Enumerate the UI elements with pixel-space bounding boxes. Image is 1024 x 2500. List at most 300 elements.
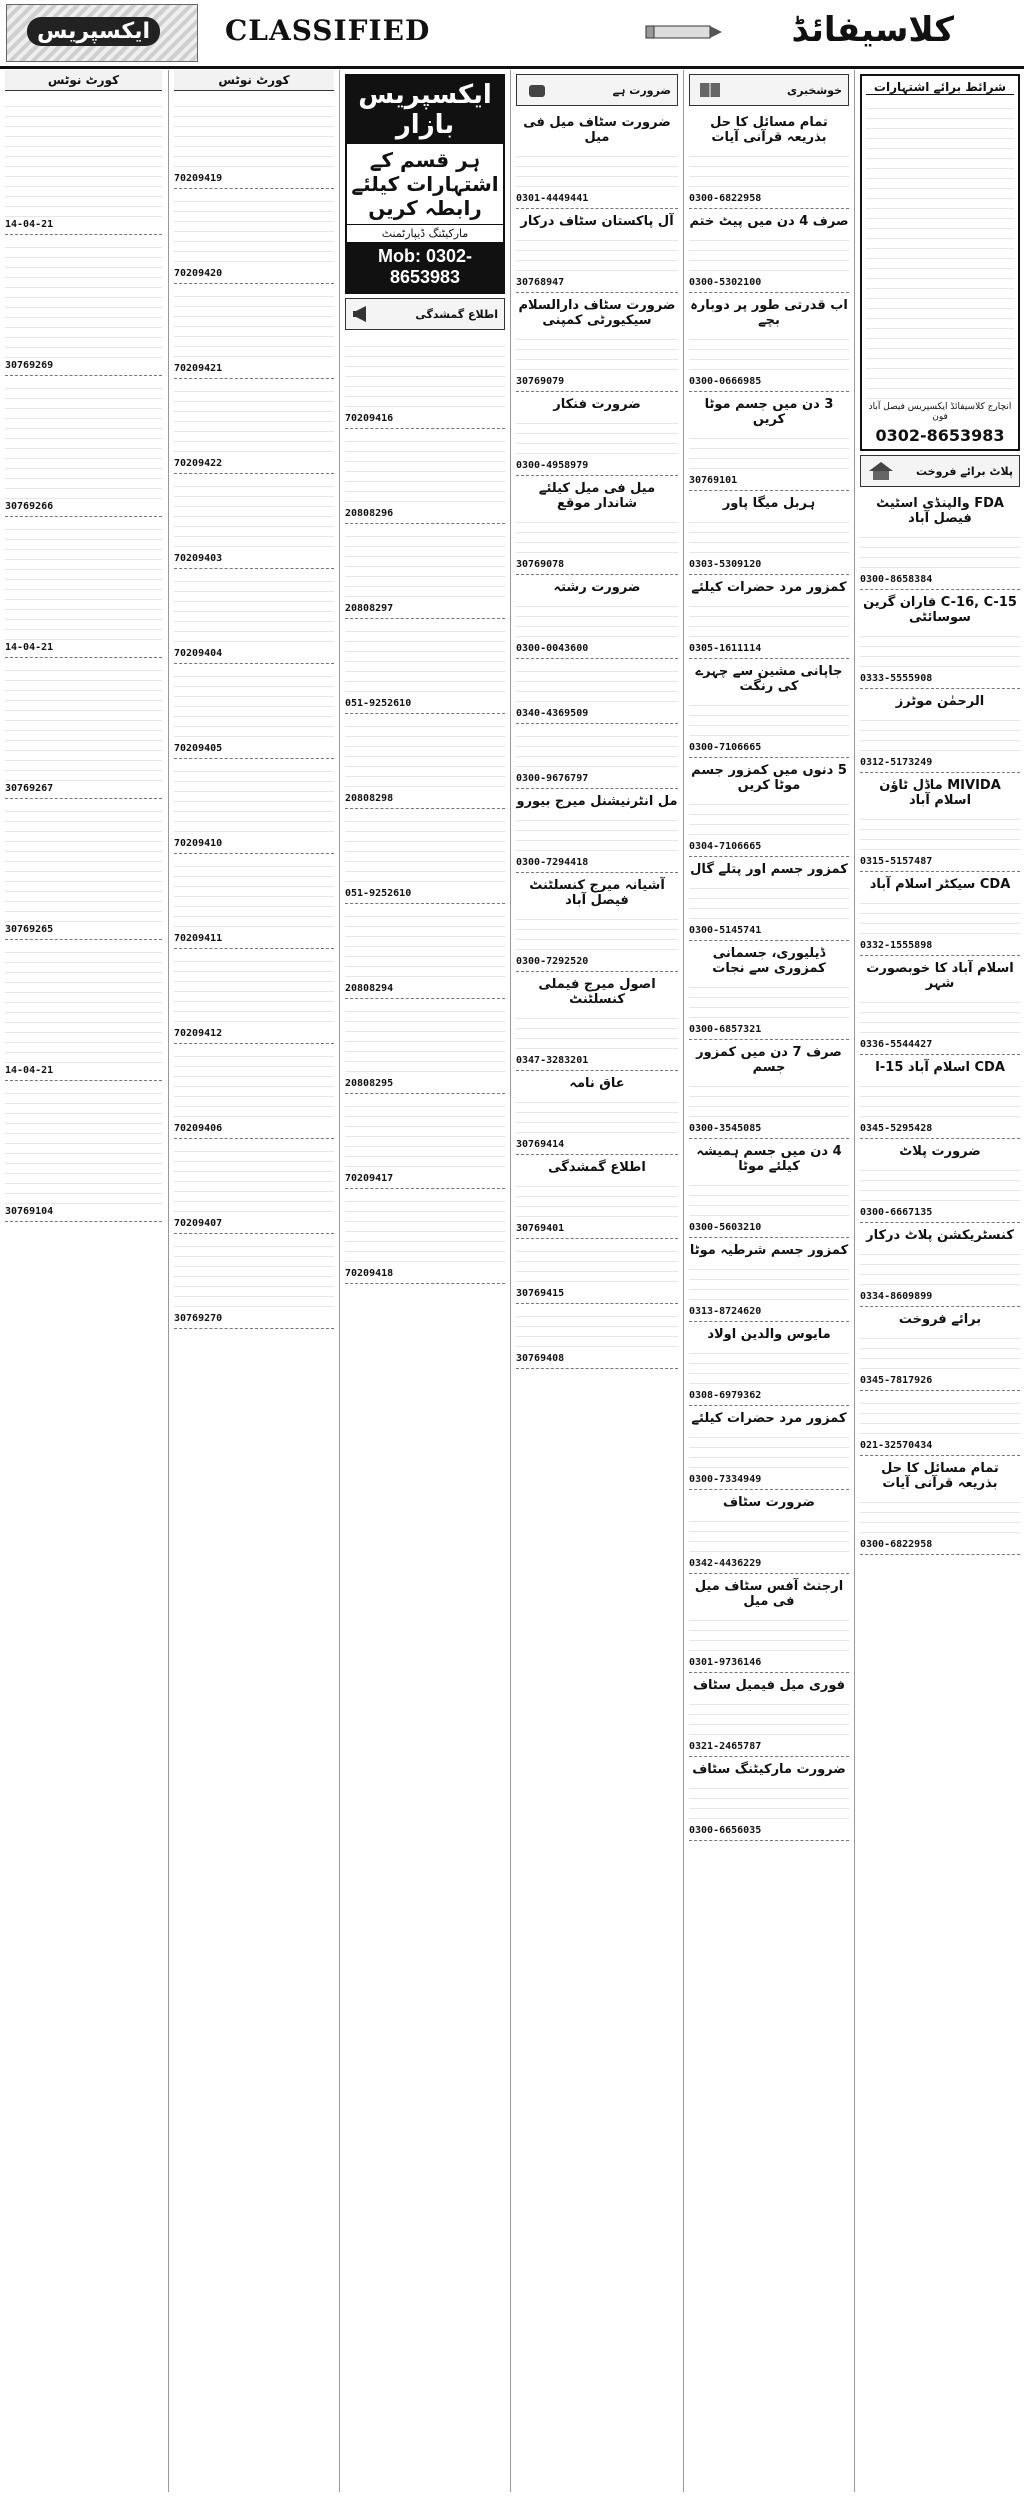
book-icon	[696, 79, 724, 101]
ad-phone: 0300-6667135	[860, 1207, 933, 1218]
ad-phone: 70209407	[174, 1218, 223, 1229]
classified-ad	[689, 575, 849, 659]
ad-title: کمزور جسم شرطیہ موٹا	[689, 1243, 849, 1258]
promo-title: ایکسپریس بازار	[347, 76, 503, 144]
ad-body-text	[5, 1084, 162, 1204]
ad-body-text	[689, 696, 849, 740]
ad-body-text	[345, 907, 505, 981]
ad-body-text	[860, 711, 1020, 755]
ad-title: ہربل میگا پاور	[722, 496, 816, 511]
classified-ad	[860, 773, 1020, 872]
ad-body-text	[689, 1512, 849, 1556]
classified-ad	[860, 689, 1020, 773]
ad-body-text	[689, 1428, 849, 1472]
classified-ad	[516, 1071, 678, 1155]
ad-phone: 30769270	[174, 1313, 223, 1324]
ad-title: ضرورت سٹاف	[723, 1495, 815, 1510]
ad-body-text	[345, 432, 505, 506]
ad-title: برائے فروخت	[898, 1312, 982, 1327]
classified-ad	[689, 1757, 849, 1841]
ad-phone: 30769101	[689, 475, 738, 486]
section-title-required: ضرورت ہے	[612, 83, 671, 97]
classified-ad	[174, 1139, 334, 1234]
classified-ad	[689, 1490, 849, 1574]
classified-ad	[860, 1055, 1020, 1139]
ad-body-text	[860, 1077, 1020, 1121]
ad-phone: 0303-5309120	[689, 559, 762, 570]
ad-phone: 0345-5295428	[860, 1123, 933, 1134]
classified-ad	[5, 799, 162, 940]
ad-phone: 0301-4449441	[516, 193, 589, 204]
ad-body-text	[516, 330, 678, 374]
ad-title: جاپانی مشین سے چہرے کی رنگت	[695, 664, 843, 694]
classified-ad	[516, 293, 678, 392]
ad-body-text	[516, 1242, 678, 1286]
classified-ad	[689, 209, 849, 293]
ad-body-text	[689, 597, 849, 641]
ad-phone: 30769267	[5, 783, 54, 794]
ad-body-text	[174, 952, 334, 1026]
ad-title: عاق نامہ	[569, 1076, 625, 1091]
ad-phone: 0304-7106665	[689, 841, 762, 852]
ad-phone: 14-04-21	[5, 219, 54, 230]
ad-title: CDA اسلام آباد I-15	[875, 1060, 1005, 1075]
section-header-court-notice: کورٹ نوٹس	[5, 70, 162, 91]
classified-ad	[174, 1044, 334, 1139]
classified-ad	[174, 474, 334, 569]
classified-ad	[516, 476, 678, 575]
section-header-good-news	[689, 74, 849, 106]
section-header-lost	[345, 298, 505, 330]
ad-title: صرف 7 دن میں کمزور جسم	[696, 1045, 842, 1075]
ad-body-text	[860, 627, 1020, 671]
classified-ad	[5, 1081, 162, 1222]
ad-phone: 0332-1555898	[860, 940, 933, 951]
rates-phone: 0302-8653983	[875, 426, 1005, 445]
ad-phone: 20808294	[345, 983, 394, 994]
ad-phone: 0336-5544427	[860, 1039, 933, 1050]
ad-title: ضرورت فنکار	[553, 397, 641, 412]
ad-phone: 70209420	[174, 268, 223, 279]
ad-body-text	[5, 379, 162, 499]
classified-ad	[345, 524, 505, 619]
ad-phone: 30769079	[516, 376, 565, 387]
ad-title: آشیانہ میرج کنسلٹنٹ فیصل آباد	[529, 878, 665, 908]
classified-ad	[689, 857, 849, 941]
ad-phone: 70209422	[174, 458, 223, 469]
ad-phone: 021-32570434	[860, 1440, 933, 1451]
ad-title: ضرورت سٹاف دارالسلام سیکیورٹی کمپنی	[518, 298, 676, 328]
classified-ad	[689, 110, 849, 209]
ad-phone: 30769415	[516, 1288, 565, 1299]
classified-ad	[516, 873, 678, 972]
ad-body-text	[689, 513, 849, 557]
ad-phone: 30769104	[5, 1206, 54, 1217]
ad-phone: 0342-4436229	[689, 1558, 762, 1569]
classified-ad	[345, 714, 505, 809]
ad-phone: 14-04-21	[5, 642, 54, 653]
ad-title: FDA والپنڈی اسٹیٹ فیصل آباد	[876, 496, 1004, 526]
ad-phone: 0300-6822958	[689, 193, 762, 204]
classified-ad	[345, 429, 505, 524]
ad-title: C-16, C-15 فاران گرین سوسائٹی	[863, 595, 1017, 625]
ad-phone: 70209421	[174, 363, 223, 374]
page-header	[0, 0, 1024, 69]
ad-title: کنسٹریکشن پلاٹ درکار	[866, 1228, 1014, 1243]
classified-ad	[516, 110, 678, 209]
ad-phone: 14-04-21	[5, 1065, 54, 1076]
classified-ad	[689, 491, 849, 575]
classified-ad	[5, 658, 162, 799]
ad-title: اصول میرج فیملی کنسلٹنٹ	[538, 977, 656, 1007]
classified-ad	[5, 94, 162, 235]
section-title-lost: اطلاع گمشدگی	[415, 307, 498, 321]
ad-phone: 0300-7292520	[516, 956, 589, 967]
ad-body-text	[5, 238, 162, 358]
ad-body-text	[860, 1161, 1020, 1205]
classified-ad	[345, 999, 505, 1094]
column-court-notice-2	[168, 70, 339, 2492]
classified-ad	[860, 956, 1020, 1055]
classified-ad	[860, 491, 1020, 590]
ad-phone: 0308-6979362	[689, 1390, 762, 1401]
ad-phone: 0301-9736146	[689, 1657, 762, 1668]
ad-phone: 0300-7106665	[689, 742, 762, 753]
ad-title: آل پاکستان سٹاف درکار	[520, 214, 674, 229]
ad-body-text	[516, 1177, 678, 1221]
ad-body-text	[860, 1493, 1020, 1537]
ad-phone: 30769266	[5, 501, 54, 512]
classified-ad	[860, 1139, 1020, 1223]
ad-body-text	[689, 1260, 849, 1304]
classified-ad	[174, 949, 334, 1044]
column-good-news	[683, 70, 854, 2492]
classified-ad	[345, 619, 505, 714]
classified-ad	[174, 1234, 334, 1329]
ad-body-text	[516, 1307, 678, 1351]
ad-body-text	[860, 1394, 1020, 1438]
ad-title: فوری میل فیمیل سٹاف	[692, 1678, 846, 1693]
ad-body-text	[345, 812, 505, 886]
ad-body-text	[516, 231, 678, 275]
classified-ad	[860, 1223, 1020, 1307]
classified-ad	[345, 904, 505, 999]
ad-body-text	[689, 978, 849, 1022]
classified-ad	[516, 789, 678, 873]
ad-phone: 70209416	[345, 413, 394, 424]
ad-title: ضرورت سٹاف میل فی میل	[523, 115, 671, 145]
ad-body-text	[345, 1002, 505, 1076]
ad-phone: 0300-6857321	[689, 1024, 762, 1035]
classified-ad	[516, 1155, 678, 1239]
classified-ad	[516, 209, 678, 293]
section-header-required	[516, 74, 678, 106]
ad-body-text	[516, 513, 678, 557]
ad-phone: 0300-7334949	[689, 1474, 762, 1485]
classified-ad	[689, 659, 849, 758]
ad-phone: 0300-5603210	[689, 1222, 762, 1233]
ad-body-text	[516, 727, 678, 771]
section-title-good-news: خوشخبری	[787, 83, 842, 97]
ad-body-text	[860, 894, 1020, 938]
ad-title: کمزور جسم اور پتلے گال	[690, 862, 848, 877]
classified-ad	[689, 1139, 849, 1238]
ad-rates-box	[860, 74, 1020, 451]
ad-body-text	[689, 1176, 849, 1220]
promo-tagline: مارکیٹنگ ڈیپارٹمنٹ	[347, 224, 503, 242]
ad-phone: 0313-8724620	[689, 1306, 762, 1317]
ad-phone: 0345-7817926	[860, 1375, 933, 1386]
ad-title: کمزور مرد حضرات کیلئے	[691, 580, 847, 595]
ad-body-text	[5, 520, 162, 640]
ad-body-text	[689, 1077, 849, 1121]
classified-ad	[174, 854, 334, 949]
ad-body-text	[516, 1093, 678, 1137]
ad-body-text	[345, 1192, 505, 1266]
title-urdu: کلاسیفائڈ	[791, 10, 954, 50]
rates-title: شرائط برائے اشتہارات	[866, 80, 1014, 95]
rates-contact-label: انچارج کلاسیفائڈ ایکسپریس فیصل آباد فون	[868, 402, 1012, 422]
ad-phone: 30769401	[516, 1223, 565, 1234]
column-promo-notices	[339, 70, 510, 2492]
ad-body-text	[860, 528, 1020, 572]
ad-title: ارجنٹ آفس سٹاف میل فی میل	[694, 1579, 844, 1609]
ad-title: کمزور مرد حضرات کیلئے	[691, 1411, 847, 1426]
ad-phone: 0300-5145741	[689, 925, 762, 936]
ad-body-text	[516, 811, 678, 855]
classified-ad	[689, 1673, 849, 1757]
ad-body-text	[689, 879, 849, 923]
ad-body-text	[174, 572, 334, 646]
classified-ad	[689, 758, 849, 857]
ad-phone: 30769269	[5, 360, 54, 371]
ad-title: مایوس والدین اولاد	[707, 1327, 831, 1342]
ad-phone: 20808295	[345, 1078, 394, 1089]
ad-title: صرف 4 دن میں پیٹ ختم	[689, 214, 849, 229]
classified-ad	[516, 972, 678, 1071]
classified-ad	[860, 1456, 1020, 1555]
classified-ad	[516, 1304, 678, 1369]
ad-title: مل انٹرنیشنل میرج بیورو	[516, 794, 678, 809]
ad-body-text	[345, 1097, 505, 1171]
ad-body-text	[5, 943, 162, 1063]
ad-phone: 30769408	[516, 1353, 565, 1364]
column-court-notice-1	[0, 70, 167, 2492]
ad-title: 3 دن میں جسم موٹا کریں	[704, 397, 834, 427]
ad-body-text	[860, 1245, 1020, 1289]
ad-body-text	[516, 147, 678, 191]
ad-phone: 30769414	[516, 1139, 565, 1150]
ad-phone: 0300-4958979	[516, 460, 589, 471]
ad-phone: 70209405	[174, 743, 223, 754]
ad-body-text	[174, 382, 334, 456]
ad-phone: 0300-9676797	[516, 773, 589, 784]
ad-phone: 0300-5302100	[689, 277, 762, 288]
ad-phone: 30769078	[516, 559, 565, 570]
classified-ad	[689, 941, 849, 1040]
ad-phone: 0315-5157487	[860, 856, 933, 867]
ad-body-text	[174, 287, 334, 361]
classified-ad	[5, 376, 162, 517]
ad-body-text	[860, 810, 1020, 854]
ad-title: میل فی میل کیلئے شاندار موقع	[538, 481, 656, 511]
classified-ad	[5, 235, 162, 376]
ad-body-text	[516, 1009, 678, 1053]
pencil-icon	[644, 10, 724, 56]
ad-body-text	[174, 667, 334, 741]
ad-body-text	[174, 857, 334, 931]
ad-title: اب قدرتی طور پر دوبارہ بچے	[690, 298, 848, 328]
ad-phone: 0305-1611114	[689, 643, 762, 654]
ad-body-text	[516, 414, 678, 458]
ad-phone: 0300-6656035	[689, 1825, 762, 1836]
ad-title: اطلاع گمشدگی	[548, 1160, 646, 1175]
express-bazar-promo	[345, 74, 505, 294]
ad-body-text	[689, 1779, 849, 1823]
rates-body	[866, 99, 1014, 399]
ad-body-text	[345, 527, 505, 601]
ad-phone: 20808297	[345, 603, 394, 614]
classified-ad	[516, 392, 678, 476]
ad-body-text	[516, 662, 678, 706]
classified-ad	[516, 575, 678, 659]
ad-phone: 70209419	[174, 173, 223, 184]
ad-phone: 0340-4369509	[516, 708, 589, 719]
classified-ad	[689, 293, 849, 392]
ad-phone: 20808298	[345, 793, 394, 804]
ad-phone: 0300-3545085	[689, 1123, 762, 1134]
ad-body-text	[860, 1329, 1020, 1373]
classified-ad	[345, 1094, 505, 1189]
classified-ad	[174, 379, 334, 474]
promo-mobile: Mob: 0302-8653983	[347, 242, 503, 292]
ad-body-text	[5, 802, 162, 922]
classified-ad	[689, 1574, 849, 1673]
classified-ad	[516, 1239, 678, 1304]
ad-body-text	[689, 1695, 849, 1739]
ad-title: ضرورت رشتہ	[553, 580, 641, 595]
ad-title: ضرورت پلاٹ	[899, 1144, 981, 1159]
classified-ad	[860, 1391, 1020, 1456]
ad-body-text	[689, 429, 849, 473]
section-title-plots: پلاٹ برائے فروخت	[916, 464, 1013, 478]
section-header-plots	[860, 455, 1020, 487]
title-english: CLASSIFIED	[225, 14, 431, 47]
ad-phone: 70209403	[174, 553, 223, 564]
hand-icon	[523, 79, 551, 101]
classified-ad	[860, 872, 1020, 956]
ad-body-text	[174, 192, 334, 266]
classified-ad	[689, 1406, 849, 1490]
ad-phone: 70209410	[174, 838, 223, 849]
classified-ad	[345, 334, 505, 429]
ad-body-text	[689, 231, 849, 275]
ad-body-text	[516, 910, 678, 954]
classified-ad	[345, 1189, 505, 1284]
ad-phone: 0300-0043600	[516, 643, 589, 654]
ad-phone: 0300-8658384	[860, 574, 933, 585]
ad-body-text	[689, 795, 849, 839]
ad-phone: 70209418	[345, 1268, 394, 1279]
ad-phone: 20808296	[345, 508, 394, 519]
ad-phone: 70209406	[174, 1123, 223, 1134]
ad-body-text	[174, 762, 334, 836]
ad-body-text	[345, 717, 505, 791]
ad-body-text	[689, 1344, 849, 1388]
classified-ad	[689, 1040, 849, 1139]
ad-phone: 70209404	[174, 648, 223, 659]
ad-body-text	[174, 1047, 334, 1121]
classified-ad	[689, 1322, 849, 1406]
ad-title: 4 دن میں جسم ہمیشہ کیلئے موٹا	[696, 1144, 842, 1174]
ad-title: 5 دنوں میں کمزور جسم موٹا کریں	[691, 763, 847, 793]
ad-body-text	[689, 330, 849, 374]
ad-body-text	[516, 597, 678, 641]
ad-title: اسلام آباد کا خوبصورت شہر	[866, 961, 1014, 991]
ad-title: تمام مسائل کا حل بذریعہ قرآنی آیات	[881, 1461, 999, 1491]
classified-ad	[516, 659, 678, 724]
classified-ad	[174, 94, 334, 189]
ad-body-text	[689, 147, 849, 191]
ad-body-text	[174, 1142, 334, 1216]
ad-title: تمام مسائل کا حل بذریعہ قرآنی آیات	[710, 115, 828, 145]
ad-body-text	[5, 661, 162, 781]
ad-phone: 70209412	[174, 1028, 223, 1039]
ad-phone: 0300-0666985	[689, 376, 762, 387]
ad-phone: 051-9252610	[345, 698, 412, 709]
ad-phone: 70209411	[174, 933, 223, 944]
ad-title: الرحمٰن موٹرز	[895, 694, 985, 709]
classified-ad	[860, 1307, 1020, 1391]
ad-phone: 0347-3283201	[516, 1055, 589, 1066]
ad-body-text	[174, 1237, 334, 1311]
house-icon	[867, 460, 895, 482]
classified-ad	[174, 189, 334, 284]
ad-phone: 0321-2465787	[689, 1741, 762, 1752]
ad-title: MIVIDA ماڈل ٹاؤن اسلام آباد	[879, 778, 1001, 808]
ad-body-text	[689, 1611, 849, 1655]
promo-subtitle: ہر قسم کے اشتہارات کیلئے رابطہ کریں	[351, 148, 499, 220]
classified-ad	[5, 517, 162, 658]
classified-ad	[689, 392, 849, 491]
classified-ad	[516, 724, 678, 789]
ad-body-text	[5, 97, 162, 217]
ad-phone: 70209417	[345, 1173, 394, 1184]
ad-phone: 0300-6822958	[860, 1539, 933, 1550]
classified-ad	[860, 590, 1020, 689]
megaphone-icon	[352, 303, 380, 325]
ad-title: CDA سیکٹر اسلام آباد	[869, 877, 1011, 892]
ad-body-text	[174, 97, 334, 171]
ad-title: ضرورت مارکیٹنگ سٹاف	[692, 1762, 846, 1777]
ad-body-text	[174, 477, 334, 551]
section-header-court-notice-2: کورٹ نوٹس	[174, 70, 334, 91]
classified-ad	[345, 809, 505, 904]
ad-body-text	[345, 337, 505, 411]
classified-ad	[689, 1238, 849, 1322]
ad-phone: 0300-7294418	[516, 857, 589, 868]
ad-phone: 0334-8609899	[860, 1291, 933, 1302]
classified-ad	[174, 664, 334, 759]
column-property	[854, 70, 1024, 2492]
classified-ad	[174, 284, 334, 379]
classified-ad	[174, 759, 334, 854]
ad-phone: 0333-5555908	[860, 673, 933, 684]
ad-phone: 30768947	[516, 277, 565, 288]
classified-ad	[5, 940, 162, 1081]
ad-title: ڈیلیوری، جسمانی کمزوری سے نجات	[712, 946, 826, 976]
ad-phone: 051-9252610	[345, 888, 412, 899]
